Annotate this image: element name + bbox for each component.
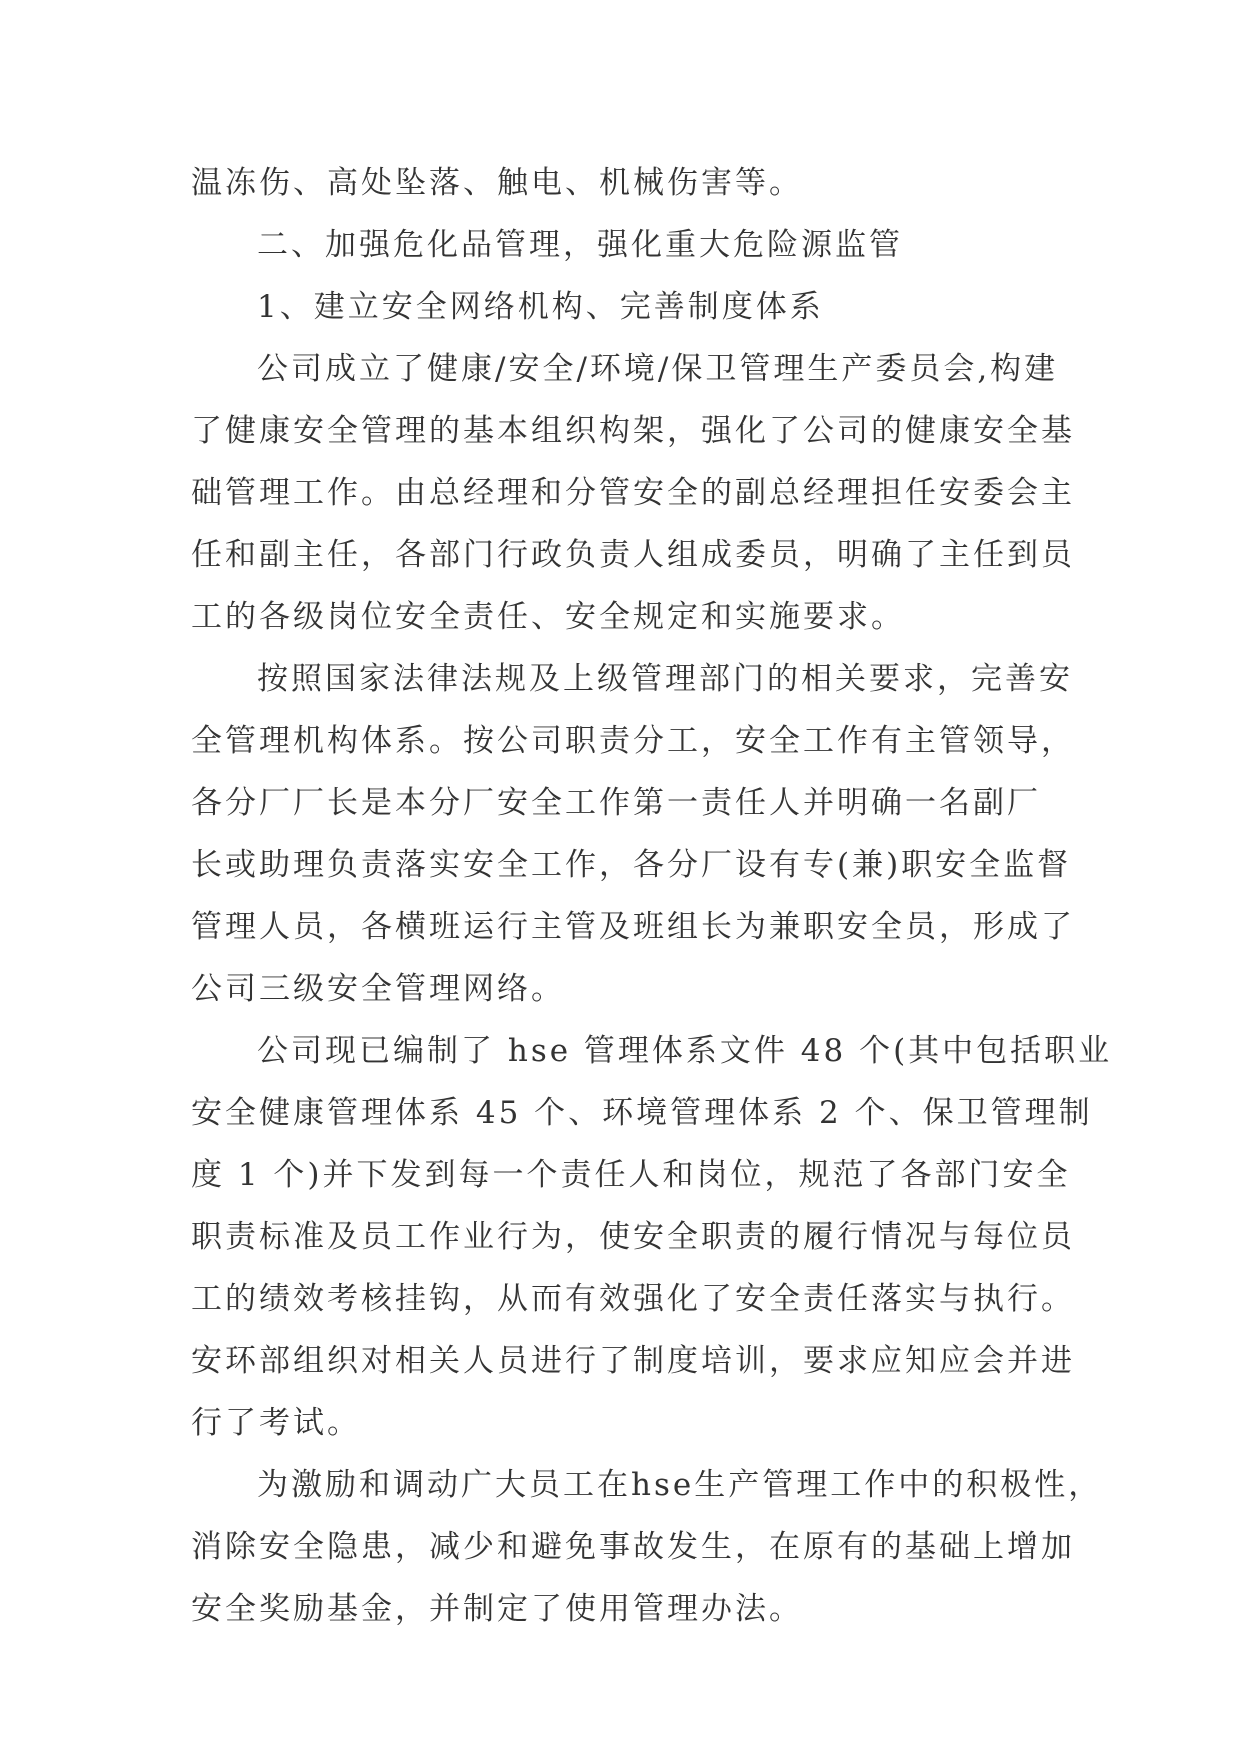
paragraph-line: 安环部组织对相关人员进行了制度培训，要求应知应会并进 [191,1343,1075,1379]
document-body [191,152,1113,1640]
paragraph-line: 全管理机构体系。按公司职责分工，安全工作有主管领导， [191,723,1075,759]
paragraph-line: 了健康安全管理的基本组织构架，强化了公司的健康安全基 [191,413,1075,449]
paragraph-line: 长或助理负责落实安全工作，各分厂设有专(兼)职安全监督 [191,847,1072,883]
paragraph-line: 任和副主任，各部门行政负责人组成委员，明确了主任到员 [191,537,1075,573]
paragraph-line: 各分厂厂长是本分厂安全工作第一责任人并明确一名副厂 [191,785,1041,821]
paragraph-line: 为激励和调动广大员工在hse生产管理工作中的积极性， [257,1467,1103,1503]
paragraph-line: 安全健康管理体系 45 个、环境管理体系 2 个、保卫管理制 [191,1095,1093,1131]
text-line: 温冻伤、高处坠落、触电、机械伤害等。 [191,165,803,201]
paragraph-line: 管理人员，各横班运行主管及班组长为兼职安全员，形成了 [191,909,1075,945]
paragraph-line: 按照国家法律法规及上级管理部门的相关要求，完善安 [257,661,1073,697]
paragraph-line: 工的绩效考核挂钩，从而有效强化了安全责任落实与执行。 [191,1281,1075,1317]
paragraph-line: 安全奖励基金，并制定了使用管理办法。 [191,1591,803,1627]
section-heading: 二、加强危化品管理，强化重大危险源监管 [257,227,903,263]
paragraph-line: 工的各级岗位安全责任、安全规定和实施要求。 [191,599,905,635]
paragraph-line: 行了考试。 [191,1405,361,1441]
paragraph-line: 公司成立了健康/安全/环境/保卫管理生产委员会,构建 [257,351,1059,387]
subsection-heading: 1、建立安全网络机构、完善制度体系 [257,289,824,325]
paragraph-line: 职责标准及员工作业行为，使安全职责的履行情况与每位员 [191,1219,1075,1255]
paragraph-line: 消除安全隐患，减少和避免事故发生，在原有的基础上增加 [191,1529,1075,1565]
paragraph-line: 度 1 个)并下发到每一个责任人和岗位，规范了各部门安全 [191,1157,1071,1193]
paragraph-line: 公司三级安全管理网络。 [191,971,565,1007]
paragraph-line: 公司现已编制了 hse 管理体系文件 48 个(其中包括职业 [257,1033,1113,1069]
paragraph-line: 础管理工作。由总经理和分管安全的副总经理担任安委会主 [191,475,1075,511]
